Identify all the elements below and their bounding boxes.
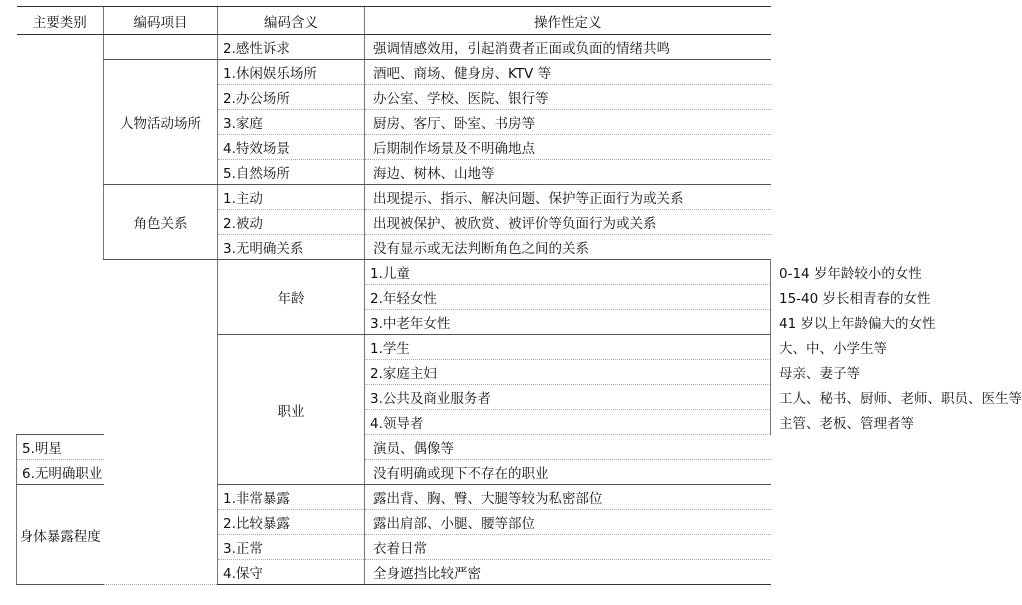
code-cell: 1.儿童 (365, 260, 771, 285)
main-category-cell (17, 35, 104, 435)
code-cell: 5.明星 (17, 435, 104, 460)
code-cell: 2.被动 (218, 210, 365, 235)
table-row (17, 35, 771, 60)
code-cell: 3.公共及商业服务者 (365, 385, 771, 410)
definition-cell: 演员、偶像等 (365, 435, 771, 460)
definition-cell: 酒吧、商场、健身房、KTV 等 (365, 60, 771, 85)
table-row: 2.家庭主妇 母亲、妻子等 (17, 360, 771, 385)
table-row: 年龄 1.儿童 0-14 岁年龄较小的女性 (17, 260, 771, 285)
code-cell: 4.保守 (218, 560, 365, 585)
definition-cell: 办公室、学校、医院、银行等 (365, 85, 771, 110)
code-cell: 2.比较暴露 (218, 510, 365, 535)
table-row: 2.年轻女性 15-40 岁长相青春的女性 (17, 285, 771, 310)
code-cell: 5.自然场所 (218, 160, 365, 185)
definition-cell: 露出背、胸、臀、大腿等较为私密部位 (365, 485, 771, 510)
definition-cell: 衣着日常 (365, 535, 771, 560)
definition-cell: 厨房、客厅、卧室、书房等 (365, 110, 771, 135)
main-category-cell (104, 260, 218, 585)
code-cell: 3.中老年女性 (365, 310, 771, 335)
code-cell: 2.办公场所 (218, 85, 365, 110)
coding-item-cell: 职业 (218, 335, 365, 485)
coding-table (16, 6, 1022, 585)
code-cell: 2.家庭主妇 (365, 360, 771, 385)
table-row: 职业 1.学生 大、中、小学生等 (17, 335, 771, 360)
definition-cell: 后期制作场景及不明确地点 (365, 135, 771, 160)
definition-cell: 全身遮挡比较严密 (365, 560, 771, 585)
code-cell: 6.无明确职业 (17, 460, 104, 485)
header-coding-meaning: 编码含义 (218, 7, 365, 35)
definition-cell: 没有明确或现下不存在的职业 (365, 460, 771, 485)
code-cell: 4.特效场景 (218, 135, 365, 160)
coding-table-document (16, 6, 1022, 585)
code-cell: 4.领导者 (365, 410, 771, 435)
code-cell: 2.年轻女性 (365, 285, 771, 310)
coding-item-cell (104, 35, 218, 60)
coding-item-cell: 身体暴露程度 (17, 485, 104, 585)
code-cell: 2.感性诉求 (218, 35, 365, 60)
header-operational-definition: 操作性定义 (365, 7, 771, 35)
code-cell: 1.非常暴露 (218, 485, 365, 510)
table-row: 3.公共及商业服务者 工人、秘书、厨师、老师、职员、医生等 (17, 385, 771, 410)
header-main-category: 主要类别 (17, 7, 104, 35)
code-cell: 1.主动 (218, 185, 365, 210)
table-row (17, 60, 771, 85)
definition-cell: 强调情感效用，引起消费者正面或负面的情绪共鸣 (365, 35, 771, 60)
coding-item-cell: 年龄 (218, 260, 365, 335)
code-cell: 1.休闲娱乐场所 (218, 60, 365, 85)
definition-cell: 出现被保护、被欣赏、被评价等负面行为或关系 (365, 210, 771, 235)
definition-cell: 海边、树林、山地等 (365, 160, 771, 185)
code-cell: 3.无明确关系 (218, 235, 365, 260)
code-cell: 1.学生 (365, 335, 771, 360)
table-row: 3.中老年女性 41 岁以上年龄偏大的女性 (17, 310, 771, 335)
code-cell: 3.家庭 (218, 110, 365, 135)
coding-item-cell: 人物活动场所 (104, 60, 218, 185)
table-row: 4.领导者 主管、老板、管理者等 (17, 410, 771, 435)
table-row (17, 185, 771, 210)
definition-cell: 出现提示、指示、解决问题、保护等正面行为或关系 (365, 185, 771, 210)
code-cell: 3.正常 (218, 535, 365, 560)
definition-cell: 露出肩部、小腿、腰等部位 (365, 510, 771, 535)
definition-cell: 没有显示或无法判断角色之间的关系 (365, 235, 771, 260)
header-row (17, 7, 771, 35)
coding-item-cell: 角色关系 (104, 185, 218, 260)
header-coding-item: 编码项目 (104, 7, 218, 35)
